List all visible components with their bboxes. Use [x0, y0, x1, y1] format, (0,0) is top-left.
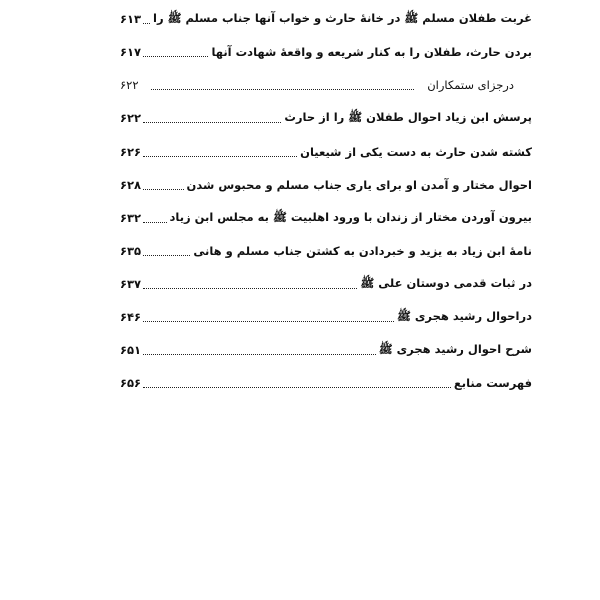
leader-dots — [143, 122, 281, 123]
leader-dots — [143, 56, 208, 57]
toc-entry[interactable] — [120, 141, 532, 163]
toc-entry-page: ۶۵۱ — [120, 343, 142, 357]
toc-entry-page: ۶۱۷ — [120, 45, 142, 59]
toc-entry-title: فهرست منابع — [453, 376, 532, 390]
toc-entry-title: بردن حارث، طفلان را به کنار شریعه و واقعهٔ شهادت آنها — [211, 45, 532, 59]
toc-entry-page: ۶۵۶ — [120, 376, 142, 390]
toc-section-heading[interactable] — [120, 74, 532, 96]
toc-entry-title: احوال مختار و آمدن او برای یاری جناب مسلم و محبوس شدن — [186, 178, 532, 192]
toc-entry[interactable] — [120, 306, 532, 328]
toc-entry-title: شرح احوال رشید هجری ﷺ — [378, 341, 532, 356]
leader-dots — [143, 387, 451, 388]
toc-entry[interactable] — [120, 207, 532, 229]
toc-entry[interactable] — [120, 41, 532, 63]
toc-entry-page: ۶۲۲ — [120, 111, 142, 125]
toc-entry-page: ۶۲۲ — [120, 78, 139, 92]
toc-entry-page: ۶۴۶ — [120, 310, 142, 324]
leader-dots — [151, 89, 415, 90]
toc-entry-page: ۶۲۸ — [120, 178, 142, 192]
toc-entry-title: نامهٔ ابن زیاد به یزید و خبردادن به کشتن جناب مسلم و هانی — [193, 244, 532, 258]
toc-entry[interactable] — [120, 339, 532, 361]
toc-entry-page: ۶۳۷ — [120, 277, 142, 291]
leader-dots — [143, 156, 297, 157]
leader-dots — [143, 23, 150, 24]
toc-entry-title: دراحوال رشید هجری ﷺ — [396, 308, 532, 323]
toc-entry-title: پرسش ابن زیاد احوال طفلان ﷺ را از حارث — [284, 109, 532, 124]
leader-dots — [143, 288, 357, 289]
toc-entry-page: ۶۳۲ — [120, 211, 142, 225]
leader-dots — [143, 321, 394, 322]
toc-entry[interactable] — [120, 107, 532, 129]
toc-entry-title: کشته شدن حارث به دست یکی از شیعیان — [300, 145, 532, 159]
leader-dots — [143, 354, 376, 355]
toc-entry-page: ۶۱۳ — [120, 12, 142, 26]
toc-entry[interactable] — [120, 240, 532, 262]
leader-dots — [143, 189, 183, 190]
table-of-contents — [120, 8, 532, 388]
toc-entry-page: ۶۳۵ — [120, 244, 142, 258]
toc-entry[interactable] — [120, 174, 532, 196]
toc-entry-title: غربت طفلان مسلم ﷺ در خانهٔ حارث و خواب آنها جناب مسلم ﷺ را — [153, 10, 532, 25]
toc-entry-title: درجزای ستمکاران — [427, 78, 514, 92]
toc-entry-page: ۶۲۶ — [120, 145, 142, 159]
toc-entry[interactable] — [120, 8, 532, 30]
leader-dots — [143, 222, 166, 223]
toc-entry[interactable] — [120, 372, 532, 394]
toc-entry-title: در ثبات قدمی دوستان علی ﷺ — [360, 275, 532, 290]
toc-entry-title: بیرون آوردن مختار از زندان با ورود اهلبیت ﷺ به مجلس ابن زیاد — [169, 209, 532, 224]
leader-dots — [143, 255, 190, 256]
toc-entry[interactable] — [120, 273, 532, 295]
